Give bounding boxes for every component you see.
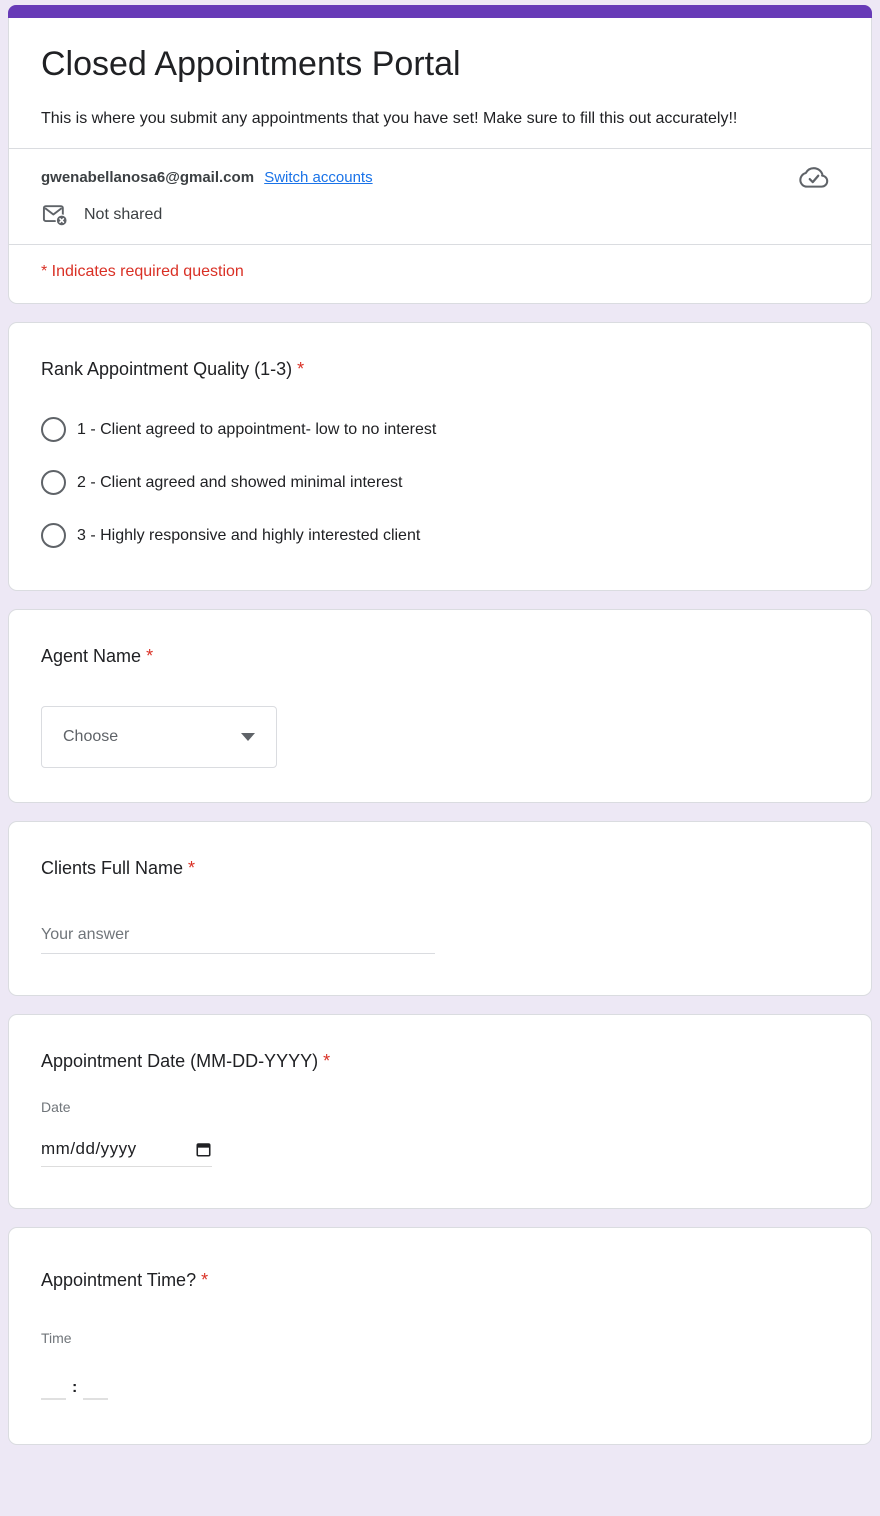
client-name-input[interactable]	[41, 926, 435, 954]
radio-option-list	[41, 417, 839, 548]
form-page	[8, 0, 872, 1445]
radio-button-icon[interactable]	[41, 523, 66, 548]
share-status-text: Not shared	[84, 205, 163, 223]
required-asterisk: *	[323, 1051, 331, 1071]
question-title-text: Agent Name	[41, 646, 142, 666]
date-field-label: Date	[41, 1099, 71, 1115]
time-field-label: Time	[41, 1330, 72, 1346]
chevron-down-icon	[241, 733, 255, 741]
form-header-body	[9, 18, 871, 132]
form-description: This is where you submit any appointments that you have set! Make sure to fill this out accurately!!	[41, 110, 738, 127]
required-asterisk: *	[201, 1270, 209, 1290]
question-title	[41, 357, 839, 381]
question-card-appointment-date	[8, 1014, 872, 1209]
question-title-text: Appointment Time?	[41, 1270, 197, 1290]
date-input[interactable]	[41, 1139, 212, 1167]
time-separator: :	[72, 1379, 78, 1396]
share-status-row	[41, 201, 839, 228]
radio-button-icon[interactable]	[41, 417, 66, 442]
question-card-appointment-time	[8, 1227, 872, 1445]
required-section	[9, 245, 871, 303]
question-card-clients-full-name	[8, 821, 872, 996]
agent-name-dropdown[interactable]	[41, 706, 277, 768]
theme-accent-bar	[8, 5, 872, 18]
radio-option-2[interactable]	[41, 470, 839, 495]
calendar-icon[interactable]	[195, 1140, 212, 1159]
time-input[interactable]	[41, 1374, 839, 1400]
account-line	[41, 167, 839, 189]
question-title	[41, 1268, 839, 1292]
minute-field[interactable]	[83, 1374, 108, 1400]
dropdown-selected-value: Choose	[63, 728, 119, 745]
form-title: Closed Appointments Portal	[41, 45, 461, 83]
date-placeholder: mm/dd/yyyy	[41, 1139, 137, 1158]
required-note: * Indicates required question	[41, 263, 244, 280]
required-asterisk: *	[297, 359, 305, 379]
cloud-saved-icon[interactable]	[799, 163, 829, 193]
radio-option-label: 1 - Client agreed to appointment- low to no interest	[77, 420, 437, 438]
switch-accounts-link[interactable]: Switch accounts	[264, 169, 373, 186]
question-title	[41, 644, 839, 668]
account-section	[9, 149, 871, 244]
question-title-text: Rank Appointment Quality (1-3)	[41, 359, 293, 379]
question-card-rank-quality	[8, 322, 872, 591]
question-title	[41, 856, 839, 880]
account-email: gwenabellanosa6@gmail.com	[41, 169, 255, 186]
radio-option-label: 2 - Client agreed and showed minimal interest	[77, 473, 403, 491]
question-title-text: Clients Full Name	[41, 858, 184, 878]
required-asterisk: *	[146, 646, 154, 666]
hour-field[interactable]	[41, 1374, 66, 1400]
required-asterisk: *	[188, 858, 196, 878]
form-header-card	[8, 5, 872, 304]
question-title-text: Appointment Date (MM-DD-YYYY)	[41, 1051, 319, 1071]
radio-option-1[interactable]	[41, 417, 839, 442]
radio-option-label: 3 - Highly responsive and highly interested client	[77, 526, 421, 544]
radio-option-3[interactable]	[41, 523, 839, 548]
question-title	[41, 1049, 839, 1073]
mail-not-shared-icon	[41, 201, 68, 228]
question-card-agent-name	[8, 609, 872, 803]
radio-button-icon[interactable]	[41, 470, 66, 495]
